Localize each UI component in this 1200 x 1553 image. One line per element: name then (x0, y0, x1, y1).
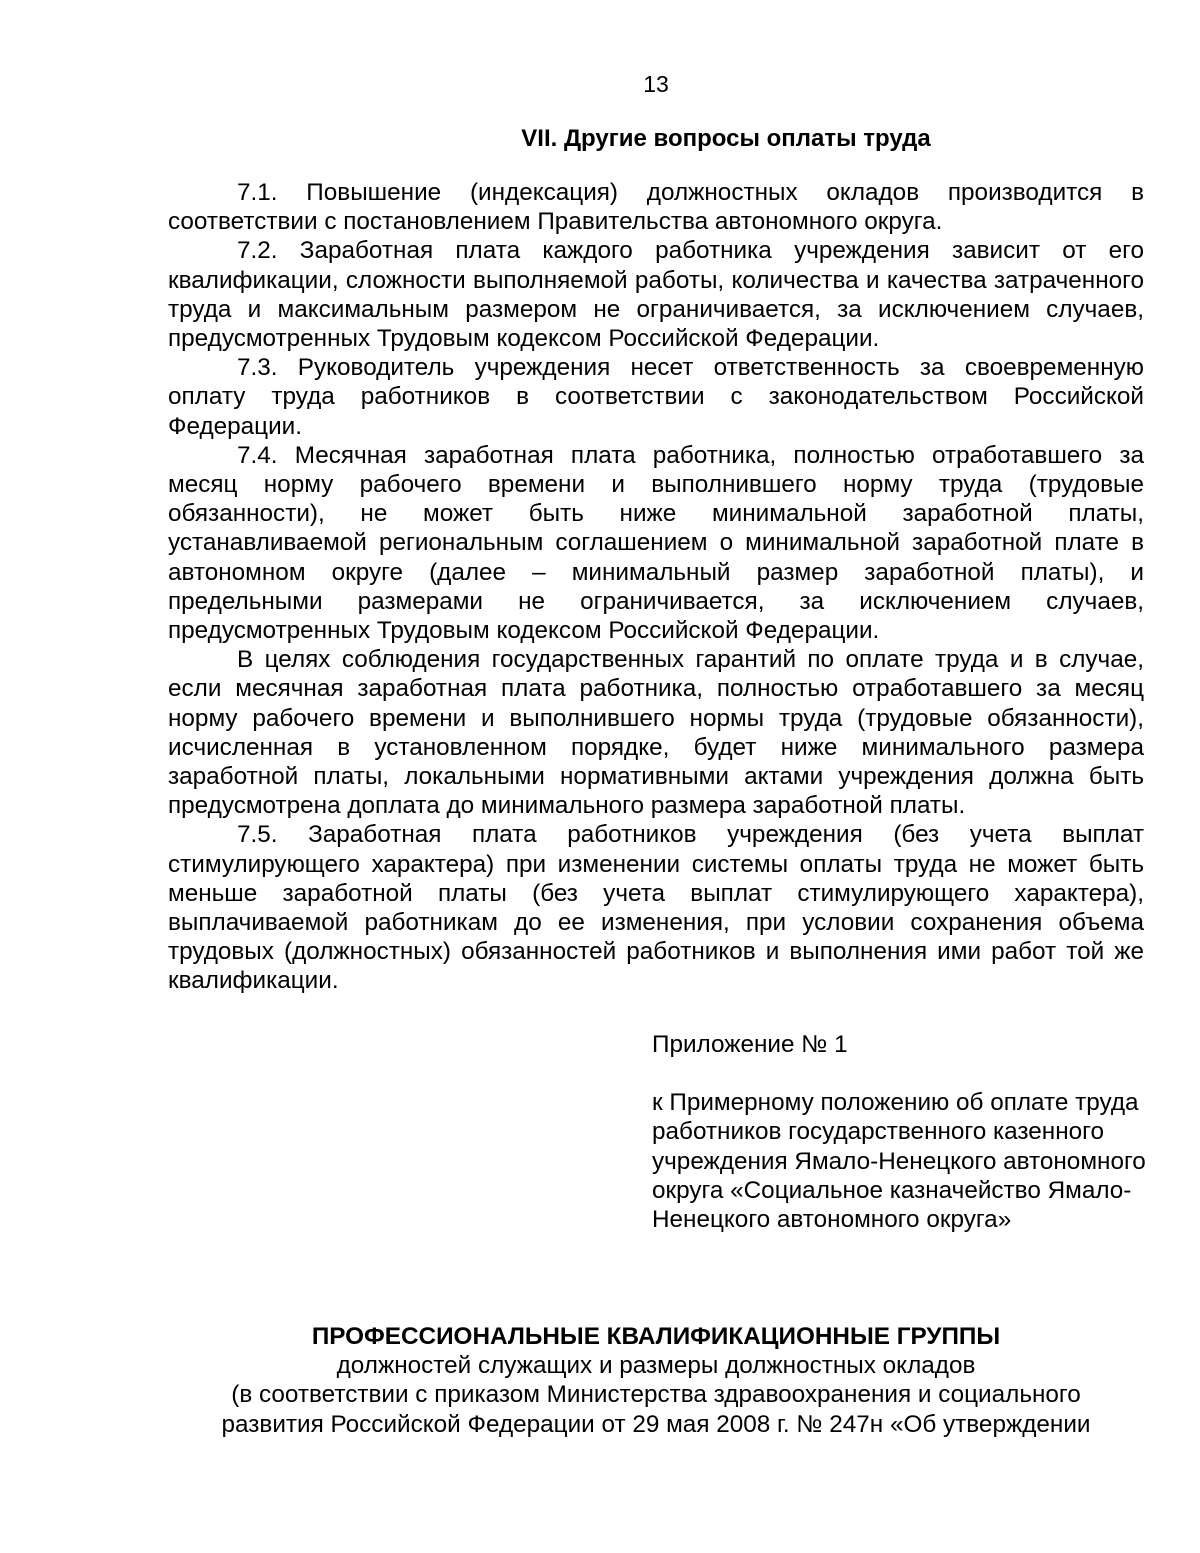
groups-subtitle: должностей служащих и размеры должностных окладов (336, 1352, 976, 1380)
paragraph-7-5: 7.5. Заработная плата работников учреждения (без учета выплат стимулирующего характера) при изменении системы оплаты труда не может быть меньше заработной платы (без учета выплат стимулирующего характера), выплачиваемой работникам до ее изменения, при условии сохранения объема трудовых (должностных) обязанностей работников и выполнения ими работ той же квалификации. (168, 821, 1144, 995)
appendix-block (652, 1030, 1152, 1234)
paragraph-guarantees: В целях соблюдения государственных гарантий по оплате труда и в случае, если месячная заработная плата работника, полностью отработавшего за месяц норму рабочего времени и выполнившего нормы труда (трудовые обязанности), исчисленная в установленном порядке, будет ниже минимального размера заработной платы, локальными нормативными актами учреждения должна быть предусмотрена доплата до минимального размера заработной платы. (168, 646, 1144, 820)
groups-title: ПРОФЕССИОНАЛЬНЫЕ КВАЛИФИКАЦИОННЫЕ ГРУППЫ (311, 1323, 1001, 1350)
appendix-description: к Примерному положению об оплате труда работников государственного казенного учреждения Ямало-Ненецкого автономного округа «Социальное казначейство Ямало-Ненецкого автономного округа» (652, 1089, 1146, 1234)
paragraph-7-3: 7.3. Руководитель учреждения несет ответственность за своевременную оплату труда работников в соответствии с законодательством Российской Федерации. (168, 354, 1144, 440)
appendix-label: Приложение № 1 (652, 1031, 848, 1058)
section-title: VII. Другие вопросы оплаты труда (521, 125, 931, 152)
qualification-groups-heading (168, 1322, 1144, 1439)
paragraph-7-4: 7.4. Месячная заработная плата работника, полностью отработавшего за месяц норму рабочего времени и выполнившего норму труда (трудовые обязанности), не может быть ниже минимальной заработной платы, устанавливаемой региональным соглашением о минимальной заработной плате в автономном округе (далее – минимальный размер заработной платы), и предельными размерами не ограничивается, за исключением случаев, предусмотренных Трудовым кодексом Российской Федерации. (168, 441, 1144, 645)
page-number: 13 (643, 71, 669, 97)
groups-line-2: развития Российской Федерации от 29 мая 2008 г. № 247н «Об утверждении (221, 1410, 1091, 1438)
groups-line-1: (в соответствии с приказом Министерства здравоохранения и социального (231, 1381, 1081, 1409)
body-text (168, 178, 1144, 996)
paragraph-7-2: 7.2. Заработная плата каждого работника учреждения зависит от его квалификации, сложности выполняемой работы, количества и качества затраченного труда и максимальным размером не ограничивается, за исключением случаев, предусмотренных Трудовым кодексом Российской Федерации. (168, 237, 1144, 353)
paragraph-7-1: 7.1. Повышение (индексация) должностных окладов производится в соответствии с постановлением Правительства автономного округа. (168, 179, 1144, 236)
